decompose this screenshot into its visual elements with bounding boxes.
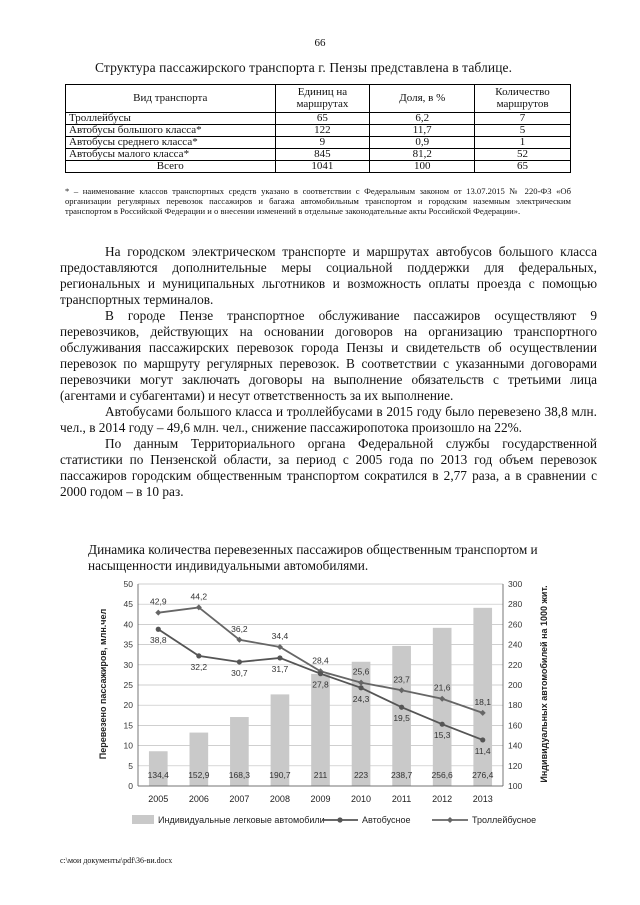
table-cell: 81,2 [370,149,475,161]
table-cell: Автобусы среднего класса* [66,137,276,149]
bar-value-label: 134,4 [147,770,169,780]
table-cell: 1041 [275,161,370,173]
table-footnote: * – наименование классов транспортных средств указано в соответствии с Федеральным законом от 13.07.2015 № 220-ФЗ «Об организации регулярных перевозок пассажиров и багажа автомобильным транспортом и городским наземным электрическим транспортом в Российской Федерации и о внесении изменений в отдельные законодательные акты Российской Федерации». [65,186,571,216]
y2-tick-label: 220 [508,659,523,670]
table-cell: 9 [275,137,370,149]
x-tick-label: 2012 [432,794,453,804]
y2-tick-label: 300 [508,579,523,589]
table-cell: 1 [475,137,571,149]
table-cell: 65 [475,161,571,173]
y-tick-label: 30 [123,659,133,670]
trolley-value-label: 28,4 [312,655,329,666]
y-tick-label: 10 [123,740,133,751]
page-number: 66 [314,37,326,49]
legend-label-bus: Автобусное [362,815,411,825]
passenger-chart [60,574,560,838]
bus-value-label: 15,3 [433,730,451,741]
x-tick-label: 2010 [351,794,372,804]
bar [433,628,452,786]
bus-value-label: 30,7 [231,667,248,678]
bus-point [358,685,363,690]
y2-tick-label: 120 [508,760,523,771]
body-text [60,244,597,500]
table-row [66,149,571,161]
bus-point [156,627,161,632]
bus-value-label: 31,7 [271,663,289,674]
bar-value-label: 211 [313,770,328,780]
table-row [66,113,571,125]
y-tick-label: 40 [123,619,133,630]
transport-table [65,84,571,173]
footer-path: c:\мои документы\pdf\36-ви.docx [60,856,173,865]
legend-marker-bus [337,817,342,822]
bar-value-label: 152,9 [188,770,210,780]
bus-value-label: 32,2 [190,661,208,672]
y2-tick-label: 100 [508,781,523,791]
bar-value-label: 223 [353,770,369,780]
table-cell: Автобусы большого класса* [66,125,276,137]
header-cell: Количество маршрутов [475,85,571,113]
y-tick-label: 35 [123,639,133,650]
trolley-value-label: 42,9 [150,596,167,607]
bus-point [318,671,323,676]
table-row [66,137,571,149]
trolley-value-label: 21,6 [433,682,451,693]
y2-tick-label: 200 [508,680,523,690]
table-header-row [66,85,571,113]
trolley-value-label: 23,7 [393,674,410,685]
bar [149,751,168,786]
bus-point [480,737,485,742]
y-tick-label: 15 [123,720,133,731]
paragraph: На городском электрическом транспорте и маршрутах автобусов большого класса предоставляются дополнительные меры социальной поддержки для федеральных, региональных и муниципальных льготников и возможность оплаты проезда с помощью транспортных терминалов. [60,244,597,307]
y2-axis-label: Индивидуальных автомобилей на 1000 жит. [539,585,549,783]
table-cell: 65 [275,113,370,125]
bus-value-label: 27,8 [312,679,329,690]
y-tick-label: 25 [123,680,133,690]
table-cell: Троллейбусы [66,113,276,125]
legend-swatch-bars [132,815,154,824]
bus-point [196,653,201,658]
table-cell: 100 [370,161,475,173]
table-cell: Всего [66,161,276,173]
x-tick-label: 2007 [229,794,250,804]
table-cell: 52 [475,149,571,161]
x-tick-label: 2008 [269,794,290,804]
legend-marker-trolley [447,817,453,823]
bus-value-label: 38,8 [150,635,167,646]
bus-point [237,659,242,664]
header-cell: Единиц на маршрутах [275,85,370,113]
table-cell: 11,7 [370,125,475,137]
legend-label-trolley: Троллейбусное [472,815,537,825]
trolley-value-label: 36,2 [231,623,248,634]
y2-tick-label: 260 [508,619,523,630]
header-cell: Доля, в % [370,85,475,113]
table-cell: 0,9 [370,137,475,149]
trolley-value-label: 34,4 [271,631,289,642]
y-tick-label: 45 [123,599,133,610]
x-tick-label: 2013 [472,794,493,804]
table-row [66,125,571,137]
bus-point [277,655,282,660]
y-tick-label: 20 [123,700,133,711]
y2-tick-label: 240 [508,639,523,650]
trolley-point [155,610,161,616]
bus-point [440,722,445,727]
table-cell: Автобусы малого класса* [66,149,276,161]
y2-tick-label: 280 [508,599,523,610]
x-tick-label: 2009 [310,794,331,804]
chart-title: Динамика количества перевезенных пассажиров общественным транспортом и насыщенности индивидуальными автомобилями. [88,542,538,573]
trolley-value-label: 44,2 [190,591,208,602]
x-tick-label: 2006 [188,794,209,804]
chart-legend [132,815,536,825]
y-tick-label: 0 [128,781,133,791]
table-cell: 5 [475,125,571,137]
paragraph: Автобусами большого класса и троллейбусами в 2015 году было перевезено 38,8 млн. чел., в 2014 году – 49,6 млн. чел., снижение пассажиропотока произошло на 22%. [60,404,597,435]
paragraph: По данным Территориального органа Федеральной службы государственной статистики по Пензенской области, за период с 2005 года по 2013 год объем перевозок пассажиров городским общественным транспортом сократился в 2,77 раза, а в сравнении с 2000 годом – в 10 раз. [60,436,597,499]
table-cell: 7 [475,113,571,125]
y-axis-label: Перевезено пассажиров, млн.чел [98,608,108,760]
bus-value-label: 11,4 [474,745,491,756]
bus-value-label: 19,5 [393,713,410,724]
y-tick-label: 5 [128,760,133,771]
trolley-value-label: 25,6 [352,666,370,677]
y2-tick-label: 140 [508,740,523,751]
table-cell: 122 [275,125,370,137]
table-title: Структура пассажирского транспорта г. Пензы представлена в таблице. [95,60,513,75]
paragraph: В городе Пензе транспортное обслуживание пассажиров осуществляют 9 перевозчиков, действующих на основании договоров на организацию транспортного обслуживания пассажирских перевозок города Пензы и свидетельств об осуществлении перевозок по маршруту регулярных перевозок. В соответствии с указанными договорами перевозчики могут заключать договоры на выполнение обязательств с третьими лица (агентами и субагентами) и несут ответственность за их выполнение. [60,308,597,403]
x-tick-label: 2011 [391,794,412,804]
legend-label-bars: Индивидуальные легковые автомобили [158,815,325,825]
bar-value-label: 168,3 [228,770,251,780]
bar-value-label: 276,4 [472,770,494,780]
y2-tick-label: 160 [508,720,523,731]
bar-value-label: 256,6 [431,770,453,780]
bar-value-label: 190,7 [269,770,291,780]
y-tick-label: 50 [123,579,133,589]
y2-tick-label: 180 [508,700,523,711]
x-tick-label: 2005 [148,794,169,804]
header-cell: Вид транспорта [66,85,276,113]
trolley-value-label: 18,1 [474,696,491,707]
table-cell: 6,2 [370,113,475,125]
table-total-row [66,161,571,173]
bar-value-label: 238,7 [390,770,413,780]
bus-point [399,705,404,710]
table-cell: 845 [275,149,370,161]
bus-value-label: 24,3 [352,693,370,704]
